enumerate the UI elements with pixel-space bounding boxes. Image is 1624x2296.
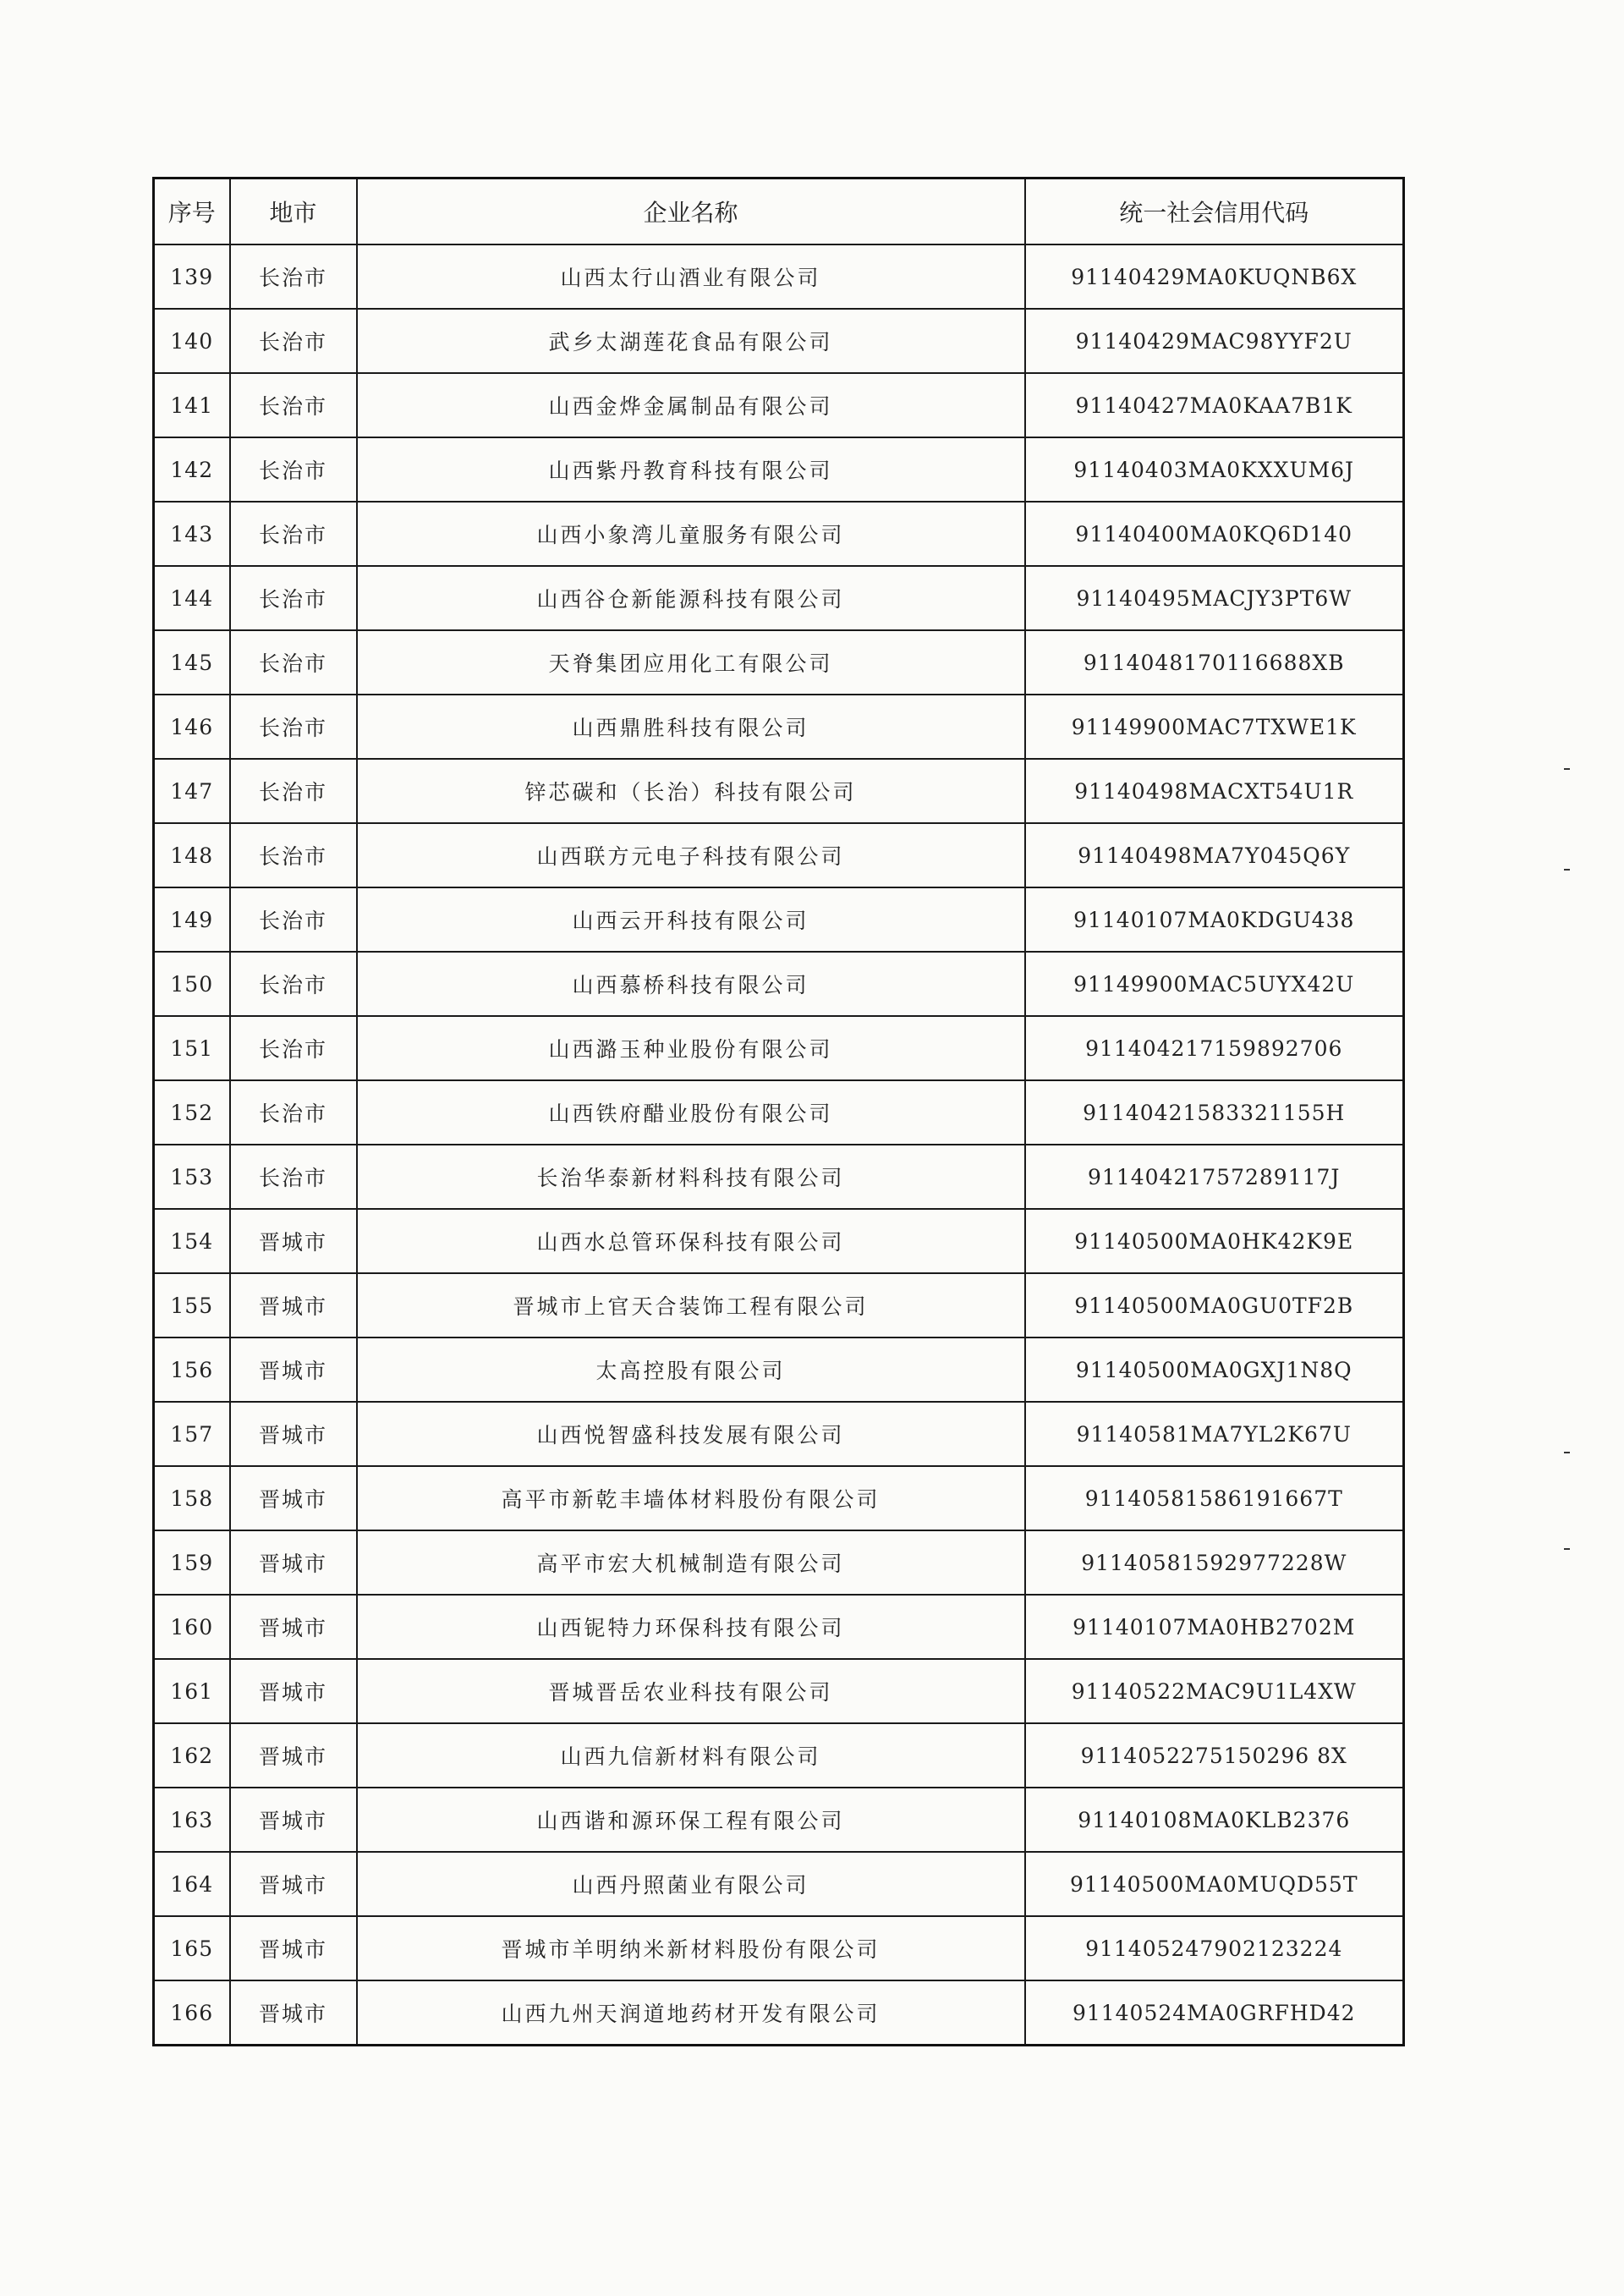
row-city: 长治市: [230, 823, 357, 887]
row-credit-code: 91140581592977228W: [1025, 1530, 1404, 1595]
table-header-row: [154, 179, 1404, 245]
row-city: 长治市: [230, 630, 357, 695]
row-credit-code: 9114052275150296 8X: [1025, 1723, 1404, 1788]
row-credit-code: 91149900MAC5UYX42U: [1025, 952, 1404, 1016]
row-index: 157: [154, 1402, 230, 1466]
row-credit-code: 91140500MA0MUQD55T: [1025, 1852, 1404, 1916]
row-index: 148: [154, 823, 230, 887]
row-city: 晋城市: [230, 1209, 357, 1273]
row-city: 长治市: [230, 952, 357, 1016]
table-row: [154, 1980, 1404, 2046]
row-credit-code: 91140495MACJY3PT6W: [1025, 566, 1404, 630]
table-row: [154, 1852, 1404, 1916]
table-row: [154, 502, 1404, 566]
row-index: 161: [154, 1659, 230, 1723]
row-index: 156: [154, 1338, 230, 1402]
row-credit-code: 91140108MA0KLB2376: [1025, 1788, 1404, 1852]
row-company-name: 锌芯碳和（长治）科技有限公司: [357, 759, 1025, 823]
row-company-name: 山西丹照菌业有限公司: [357, 1852, 1025, 1916]
table-row: [154, 1273, 1404, 1338]
row-city: 晋城市: [230, 1466, 357, 1530]
row-company-name: 晋城晋岳农业科技有限公司: [357, 1659, 1025, 1723]
row-company-name: 山西潞玉种业股份有限公司: [357, 1016, 1025, 1080]
row-company-name: 山西悦智盛科技发展有限公司: [357, 1402, 1025, 1466]
row-credit-code: 91140403MA0KXXUM6J: [1025, 437, 1404, 502]
header-code: 统一社会信用代码: [1025, 179, 1404, 245]
row-credit-code: 91140107MA0HB2702M: [1025, 1595, 1404, 1659]
margin-mark: [1564, 869, 1570, 871]
table-row: [154, 1916, 1404, 1980]
row-company-name: 山西铁府醋业股份有限公司: [357, 1080, 1025, 1145]
table-row: [154, 1788, 1404, 1852]
table-row: [154, 823, 1404, 887]
row-company-name: 武乡太湖莲花食品有限公司: [357, 309, 1025, 373]
table-row: [154, 1145, 1404, 1209]
row-credit-code: 91149900MAC7TXWE1K: [1025, 695, 1404, 759]
row-index: 150: [154, 952, 230, 1016]
row-company-name: 山西太行山酒业有限公司: [357, 244, 1025, 309]
header-index: 序号: [154, 179, 230, 245]
row-company-name: 高平市宏大机械制造有限公司: [357, 1530, 1025, 1595]
row-city: 长治市: [230, 1016, 357, 1080]
row-company-name: 天脊集团应用化工有限公司: [357, 630, 1025, 695]
row-index: 158: [154, 1466, 230, 1530]
row-city: 晋城市: [230, 1852, 357, 1916]
table-row: [154, 695, 1404, 759]
row-company-name: 山西云开科技有限公司: [357, 887, 1025, 952]
row-company-name: 晋城市羊明纳米新材料股份有限公司: [357, 1916, 1025, 1980]
row-index: 154: [154, 1209, 230, 1273]
row-city: 晋城市: [230, 1273, 357, 1338]
row-city: 长治市: [230, 309, 357, 373]
row-index: 155: [154, 1273, 230, 1338]
table-row: [154, 759, 1404, 823]
table-row: [154, 1402, 1404, 1466]
margin-mark: [1564, 1452, 1570, 1453]
row-index: 162: [154, 1723, 230, 1788]
row-city: 晋城市: [230, 1723, 357, 1788]
row-company-name: 高平市新乾丰墙体材料股份有限公司: [357, 1466, 1025, 1530]
row-credit-code: 911405247902123224: [1025, 1916, 1404, 1980]
row-company-name: 山西鼎胜科技有限公司: [357, 695, 1025, 759]
table-row: [154, 1209, 1404, 1273]
row-city: 晋城市: [230, 1916, 357, 1980]
row-company-name: 山西小象湾儿童服务有限公司: [357, 502, 1025, 566]
row-credit-code: 91140524MA0GRFHD42: [1025, 1980, 1404, 2046]
table-row: [154, 1659, 1404, 1723]
row-company-name: 山西九信新材料有限公司: [357, 1723, 1025, 1788]
row-index: 143: [154, 502, 230, 566]
row-credit-code: 91140500MA0GXJ1N8Q: [1025, 1338, 1404, 1402]
row-credit-code: 91140498MACXT54U1R: [1025, 759, 1404, 823]
table-body: [154, 244, 1404, 2046]
row-city: 晋城市: [230, 1980, 357, 2046]
table-row: [154, 309, 1404, 373]
row-city: 长治市: [230, 759, 357, 823]
row-index: 165: [154, 1916, 230, 1980]
row-city: 晋城市: [230, 1338, 357, 1402]
row-company-name: 晋城市上官天合装饰工程有限公司: [357, 1273, 1025, 1338]
row-company-name: 山西谐和源环保工程有限公司: [357, 1788, 1025, 1852]
row-company-name: 山西联方元电子科技有限公司: [357, 823, 1025, 887]
row-index: 151: [154, 1016, 230, 1080]
row-index: 166: [154, 1980, 230, 2046]
row-index: 160: [154, 1595, 230, 1659]
row-company-name: 山西慕桥科技有限公司: [357, 952, 1025, 1016]
table-row: [154, 566, 1404, 630]
row-credit-code: 91140500MA0HK42K9E: [1025, 1209, 1404, 1273]
row-city: 长治市: [230, 695, 357, 759]
row-index: 139: [154, 244, 230, 309]
row-index: 163: [154, 1788, 230, 1852]
row-credit-code: 91140522MAC9U1L4XW: [1025, 1659, 1404, 1723]
row-credit-code: 91140421583321155H: [1025, 1080, 1404, 1145]
row-credit-code: 91140400MA0KQ6D140: [1025, 502, 1404, 566]
row-index: 164: [154, 1852, 230, 1916]
row-city: 长治市: [230, 887, 357, 952]
row-company-name: 长治华泰新材料科技有限公司: [357, 1145, 1025, 1209]
enterprise-table: [152, 177, 1405, 2046]
row-company-name: 山西谷仓新能源科技有限公司: [357, 566, 1025, 630]
table-row: [154, 1466, 1404, 1530]
row-index: 149: [154, 887, 230, 952]
header-name: 企业名称: [357, 179, 1025, 245]
table-row: [154, 1338, 1404, 1402]
row-city: 长治市: [230, 373, 357, 437]
row-credit-code: 91140107MA0KDGU438: [1025, 887, 1404, 952]
table-row: [154, 1016, 1404, 1080]
row-index: 144: [154, 566, 230, 630]
row-credit-code: 91140581586191667T: [1025, 1466, 1404, 1530]
row-city: 晋城市: [230, 1659, 357, 1723]
row-company-name: 山西紫丹教育科技有限公司: [357, 437, 1025, 502]
row-credit-code: 9114048170116688XB: [1025, 630, 1404, 695]
row-index: 142: [154, 437, 230, 502]
row-city: 长治市: [230, 244, 357, 309]
row-credit-code: 91140581MA7YL2K67U: [1025, 1402, 1404, 1466]
table-row: [154, 1723, 1404, 1788]
table-row: [154, 1080, 1404, 1145]
row-city: 晋城市: [230, 1402, 357, 1466]
table-row: [154, 1595, 1404, 1659]
row-city: 晋城市: [230, 1788, 357, 1852]
table-row: [154, 887, 1404, 952]
row-city: 长治市: [230, 502, 357, 566]
row-index: 152: [154, 1080, 230, 1145]
row-company-name: 山西水总管环保科技有限公司: [357, 1209, 1025, 1273]
row-index: 141: [154, 373, 230, 437]
table-row: [154, 630, 1404, 695]
row-company-name: 山西金烨金属制品有限公司: [357, 373, 1025, 437]
row-city: 晋城市: [230, 1595, 357, 1659]
margin-mark: [1564, 768, 1570, 770]
row-credit-code: 91140429MAC98YYF2U: [1025, 309, 1404, 373]
row-city: 长治市: [230, 1080, 357, 1145]
margin-mark: [1564, 1548, 1570, 1550]
table-row: [154, 1530, 1404, 1595]
row-credit-code: 91140429MA0KUQNB6X: [1025, 244, 1404, 309]
row-index: 153: [154, 1145, 230, 1209]
row-index: 159: [154, 1530, 230, 1595]
row-credit-code: 91140498MA7Y045Q6Y: [1025, 823, 1404, 887]
row-index: 145: [154, 630, 230, 695]
row-city: 长治市: [230, 437, 357, 502]
row-credit-code: 91140427MA0KAA7B1K: [1025, 373, 1404, 437]
row-city: 晋城市: [230, 1530, 357, 1595]
table-row: [154, 244, 1404, 309]
row-city: 长治市: [230, 1145, 357, 1209]
table-row: [154, 952, 1404, 1016]
row-credit-code: 91140421757289117J: [1025, 1145, 1404, 1209]
table-row: [154, 373, 1404, 437]
row-index: 140: [154, 309, 230, 373]
row-company-name: 太高控股有限公司: [357, 1338, 1025, 1402]
table-row: [154, 437, 1404, 502]
row-credit-code: 91140500MA0GU0TF2B: [1025, 1273, 1404, 1338]
row-company-name: 山西九州天润道地药材开发有限公司: [357, 1980, 1025, 2046]
row-index: 146: [154, 695, 230, 759]
row-index: 147: [154, 759, 230, 823]
row-company-name: 山西铌特力环保科技有限公司: [357, 1595, 1025, 1659]
row-city: 长治市: [230, 566, 357, 630]
header-city: 地市: [230, 179, 357, 245]
row-credit-code: 911404217159892706: [1025, 1016, 1404, 1080]
